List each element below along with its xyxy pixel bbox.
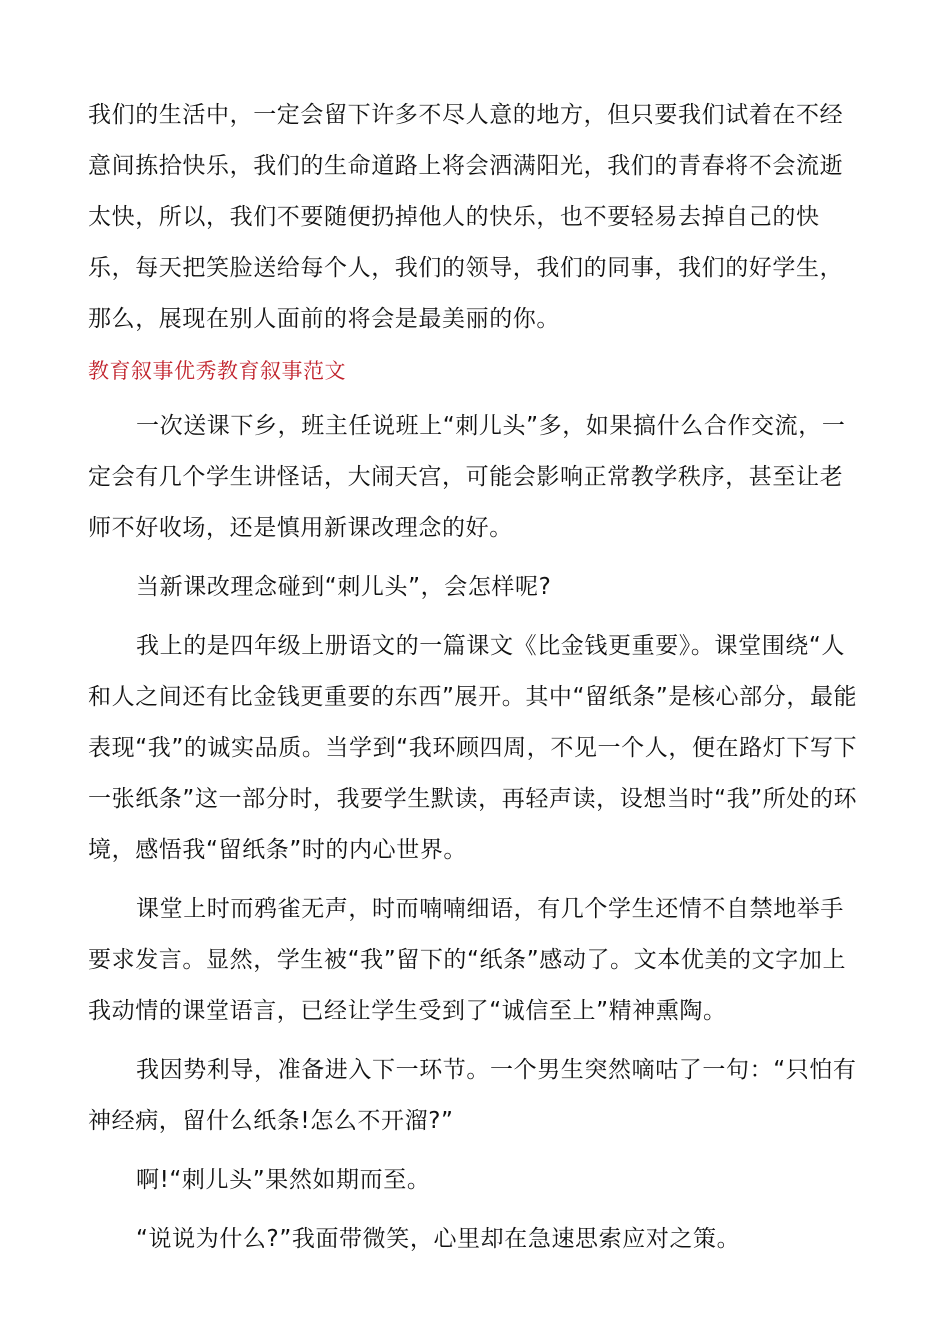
body-paragraph-4: 课堂上时而鸦雀无声，时而喃喃细语，有几个学生还情不自禁地举手要求发言。显然，学生被“我”留下的“纸条”感动了。文本优美的文字加上我动情的课堂语言，已经让学生受到了“诚信至上”精神熏陶。	[88, 896, 847, 1024]
body-paragraph-5: 我因势利导，准备进入下一环节。一个男生突然嘀咕了一句：“只怕有神经病，留什么纸条!怎么不开溜?”	[88, 1057, 857, 1134]
body-paragraph-3: 我上的是四年级上册语文的一篇课文《比金钱更重要》。课堂围绕“人和人之间还有比金钱更重要的东西”展开。其中“留纸条”是核心部分，最能表现“我”的诚实品质。当学到“我环顾四周，不见一个人，便在路灯下写下一张纸条”这一部分时，我要学生默读，再轻声读，设想当时“我”所处的环境，感悟我“留纸条”时的内心世界。	[88, 633, 858, 863]
body-paragraph-6: 啊!“刺儿头”果然如期而至。	[136, 1167, 431, 1193]
intro-paragraph: 我们的生活中，一定会留下许多不尽人意的地方，但只要我们试着在不经意间拣拾快乐，我们的生命道路上将会洒满阳光，我们的青春将不会流逝太快，所以，我们不要随便扔掉他人的快乐，也不要轻易去掉自己的快乐，每天把笑脸送给每个人，我们的领导，我们的同事，我们的好学生，那么，展现在别人面前的将会是最美丽的你。	[88, 102, 844, 332]
body-paragraph-2: 当新课改理念碰到“刺儿头”，会怎样呢?	[136, 574, 552, 600]
document-body	[88, 90, 866, 1265]
section-heading: 教育叙事优秀教育叙事范文	[88, 359, 346, 383]
body-paragraph-7: “说说为什么?”我面带微笑，心里却在急速思索应对之策。	[136, 1226, 741, 1252]
body-paragraph-1: 一次送课下乡，班主任说班上“刺儿头”多，如果搞什么合作交流，一定会有几个学生讲怪话，大闹天宫，可能会影响正常教学秩序，甚至让老师不好收场，还是慎用新课改理念的好。	[88, 413, 846, 541]
